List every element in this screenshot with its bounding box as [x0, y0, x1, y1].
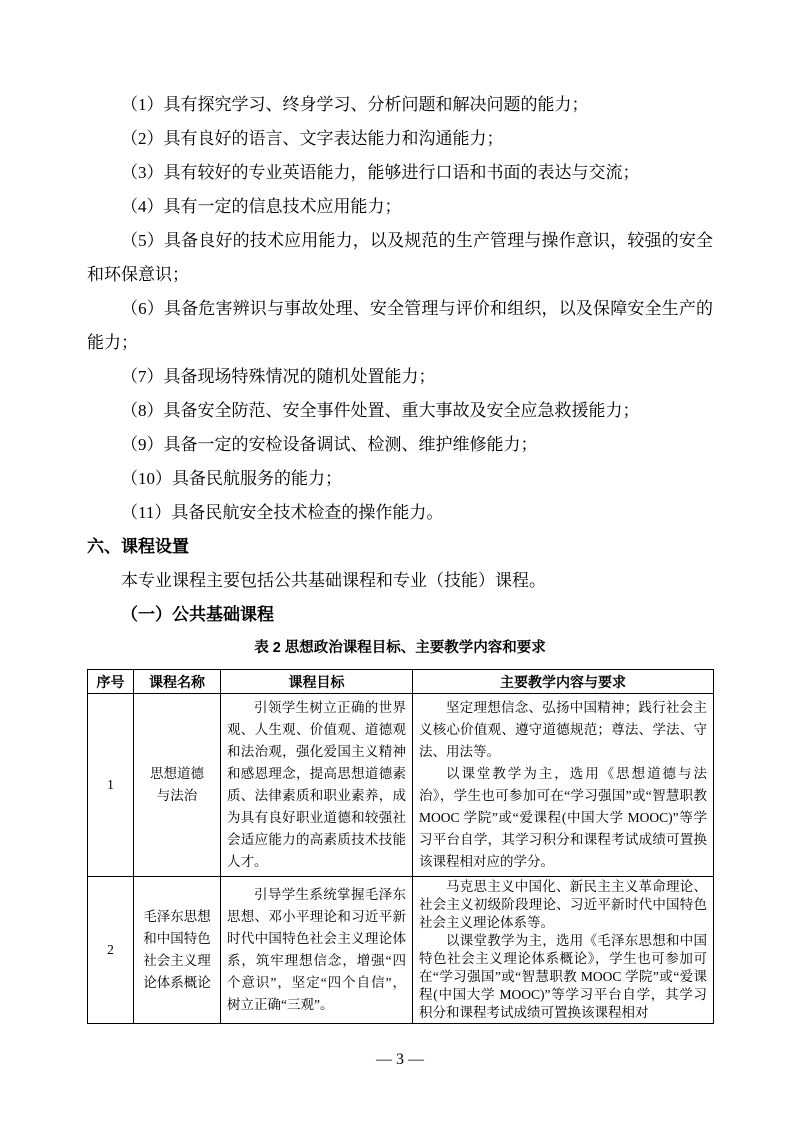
cell-objectives [221, 877, 413, 1024]
paragraph: （10）具备民航服务的能力； [121, 469, 342, 488]
cell-index: 1 [88, 694, 134, 877]
cell-content [413, 694, 714, 877]
section-heading: 六、课程设置 [87, 537, 189, 556]
section-intro-paragraph: 本专业课程主要包括公共基础课程和专业（技能）课程。 [121, 571, 546, 590]
col-header-content: 主要教学内容与要求 [413, 670, 714, 694]
cell-index: 2 [88, 877, 134, 1024]
page-number: — 3 — [376, 1051, 424, 1068]
paragraph: 以课堂教学为主，选用《思想道德与法治》，学生也可参加可在“学习强国”或“智慧职教 MOOC 学院”或“爱课程(中国大学 MOOC)”等学习平台自学，其学习积分和课程考试成绩可置换该课程相对应的学分。 [419, 766, 707, 869]
paragraph: （5）具备良好的技术应用能力，以及规范的生产管理与操作意识，较强的安全和环保意识； [87, 231, 713, 284]
abilities-list [87, 88, 713, 530]
cell-content [413, 877, 714, 1024]
paragraph: 马克思主义中国化、新民主主义革命理论、社会主义初级阶段理论、习近平新时代中国特色社会主义理论体系等。 [419, 879, 707, 930]
col-header-index: 序号 [88, 670, 134, 694]
course-table [87, 669, 714, 1024]
paragraph: （4）具有一定的信息技术应用能力； [121, 197, 402, 216]
paragraph: （9）具备一定的安检设备调试、检测、维护维修能力； [121, 435, 538, 454]
col-header-objectives: 课程目标 [221, 670, 413, 694]
paragraph: （3）具有较好的专业英语能力，能够进行口语和书面的表达与交流； [121, 163, 640, 182]
paragraph: 引领学生树立正确的世界观、人生观、价值观、道德观和法治观，强化爱国主义精神和感恩理念，提高思想道德素质、法律素质和职业素养，成为具有良好职业道德和较强社会适应能力的高素质技术技能人才。 [227, 700, 406, 869]
paragraph: （8）具备安全防范、安全事件处置、重大事故及安全应急救援能力； [121, 401, 640, 420]
cell-course-name: 毛泽东思想 和中国特色 社会主义理 论体系概论 [134, 877, 221, 1024]
col-header-course-name: 课程名称 [134, 670, 221, 694]
cell-objectives [221, 694, 413, 877]
paragraph: （1）具有探究学习、终身学习、分析问题和解决问题的能力； [121, 95, 589, 114]
paragraph: （6）具备危害辨识与事故处理、安全管理与评价和组织，以及保障安全生产的能力； [87, 299, 713, 352]
table-caption: 表 2 思想政治课程目标、主要教学内容和要求 [254, 640, 546, 656]
cell-course-name: 思想道德 与法治 [134, 694, 221, 877]
paragraph: 以课堂教学为主，选用《毛泽东思想和中国特色社会主义理论体系概论》，学生也可参加可在“学习强国”或“智慧职教 MOOC 学院”或“爱课程(中国大学 MOOC)”等学习平台自学，其学习积分和课程考试成绩可置换该课程相对 [419, 933, 707, 1020]
table-header-row [88, 670, 714, 694]
table-row [88, 877, 714, 1024]
paragraph: （7）具备现场特殊情况的随机处置能力； [121, 367, 436, 386]
paragraph: （11）具备民航安全技术检查的操作能力。 [121, 503, 444, 522]
paragraph: 引导学生系统掌握毛泽东思想、邓小平理论和习近平新时代中国特色社会主义理论体系，筑牢理想信念，增强“四个意识”，坚定“四个自信”，树立正确“三观”。 [227, 887, 406, 1012]
table-row [88, 694, 714, 877]
paragraph: （2）具有良好的语言、文字表达能力和沟通能力； [121, 129, 504, 148]
paragraph: 坚定理想信念、弘扬中国精神；践行社会主义核心价值观、遵守道德规范；尊法、学法、守法、用法等。 [419, 700, 707, 759]
subsection-heading: （一）公共基础课程 [121, 605, 274, 624]
